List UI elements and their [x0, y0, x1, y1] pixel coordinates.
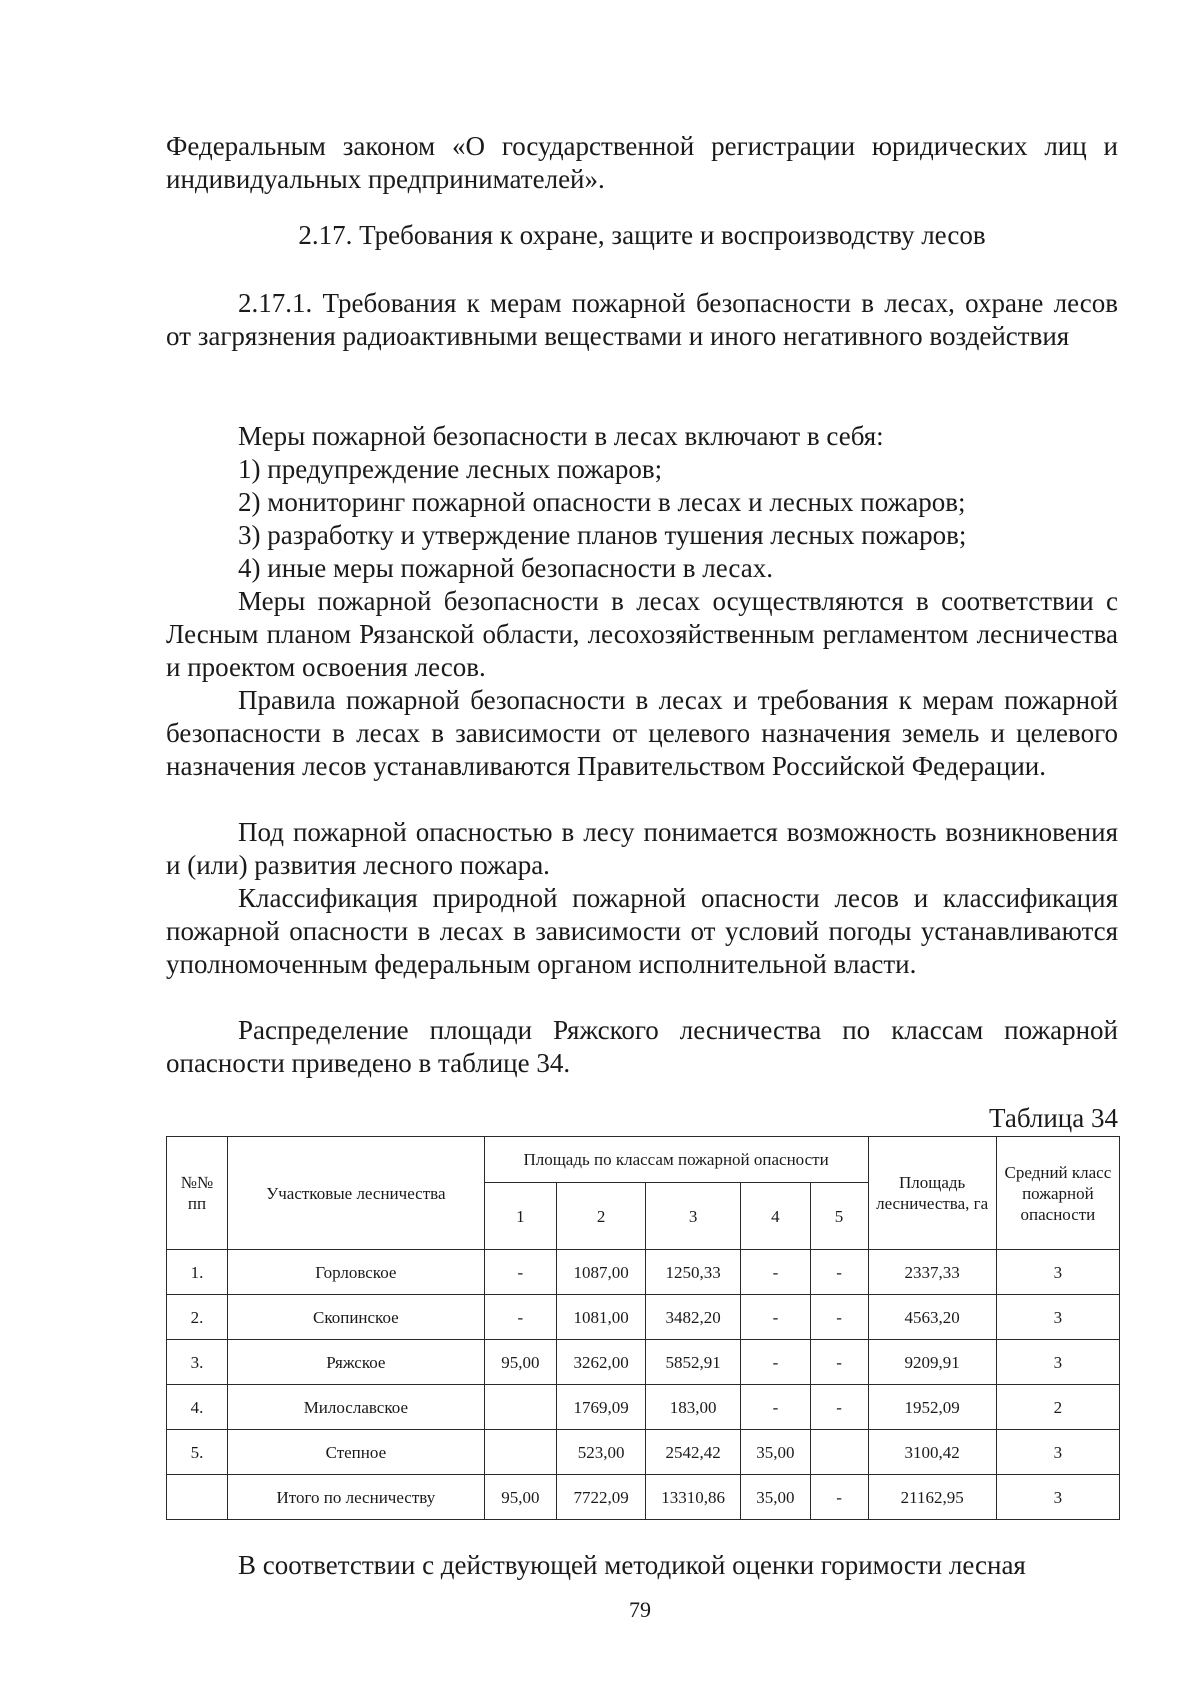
list-item: 4) иные меры пожарной безопасности в лесах.: [238, 553, 773, 583]
cell-forestry: Степное: [228, 1430, 485, 1475]
cell-number: 3.: [167, 1340, 228, 1385]
section-heading: 2.17. Требования к охране, защите и воспроизводству лесов: [298, 220, 986, 250]
header-classes-group: Площадь по классам пожарной опасности: [484, 1137, 868, 1183]
cell-number: 5.: [167, 1430, 228, 1475]
cell-class-3: 183,00: [646, 1385, 741, 1430]
cell-avg-class: 3: [996, 1295, 1119, 1340]
cell-class-4: -: [741, 1250, 810, 1295]
cell-class-1: 95,00: [484, 1475, 556, 1520]
header-class-3: 3: [646, 1183, 741, 1250]
cell-class-2: 7722,09: [557, 1475, 646, 1520]
body-paragraph: Правила пожарной безопасности в лесах и требования к мерам пожарной безопасности в лесах в зависимости от целевого назначения земель и целевого назначения лесов устанавливаются Правительством Российской Федерации.: [166, 685, 1118, 781]
cell-avg-class: 3: [996, 1475, 1119, 1520]
cell-number: [167, 1475, 228, 1520]
header-class-2: 2: [557, 1183, 646, 1250]
cell-class-5: -: [810, 1295, 868, 1340]
cell-avg-class: 3: [996, 1430, 1119, 1475]
table-total-row: [167, 1475, 1120, 1520]
table-row: [167, 1295, 1120, 1340]
list-item: 3) разработку и утверждение планов тушения лесных пожаров;: [238, 520, 967, 550]
cell-number: 4.: [167, 1385, 228, 1430]
body-paragraph: Меры пожарной безопасности в лесах осуществляются в соответствии с Лесным планом Рязанской области, лесохозяйственным регламентом лесничества и проектом освоения лесов.: [166, 586, 1118, 682]
cell-class-5: -: [810, 1340, 868, 1385]
cell-class-3: 13310,86: [646, 1475, 741, 1520]
list-item: 2) мониторинг пожарной опасности в лесах и лесных пожаров;: [238, 487, 966, 517]
cell-number: 2.: [167, 1295, 228, 1340]
measures-intro: Меры пожарной безопасности в лесах включают в себя:: [238, 421, 884, 451]
intro-paragraph: Федеральным законом «О государственной регистрации юридических лиц и индивидуальных предпринимателей».: [166, 131, 1118, 194]
table-row: [167, 1250, 1120, 1295]
subsection-heading: 2.17.1. Требования к мерам пожарной безопасности в лесах, охране лесов от загрязнения радиоактивными веществами и иного негативного воздействия: [166, 288, 1118, 351]
header-forestry: Участковые лесничества: [228, 1137, 485, 1250]
cell-class-4: -: [741, 1295, 810, 1340]
cell-area: 3100,42: [868, 1430, 996, 1475]
cell-forestry: Скопинское: [228, 1295, 485, 1340]
cell-avg-class: 3: [996, 1340, 1119, 1385]
header-class-5: 5: [810, 1183, 868, 1250]
cell-class-4: -: [741, 1385, 810, 1430]
cell-area: 9209,91: [868, 1340, 996, 1385]
cell-class-3: 2542,42: [646, 1430, 741, 1475]
closing-paragraph: В соответствии с действующей методикой оценки горимости лесная: [238, 1550, 1026, 1580]
header-class-4: 4: [741, 1183, 810, 1250]
header-avg-class: Средний класс пожарной опасности: [996, 1137, 1119, 1250]
cell-class-5: -: [810, 1475, 868, 1520]
header-class-1: 1: [484, 1183, 556, 1250]
body-paragraph: Распределение площади Ряжского лесничества по классам пожарной опасности приведено в таблице 34.: [166, 1015, 1118, 1078]
cell-class-5: -: [810, 1250, 868, 1295]
cell-class-1: [484, 1430, 556, 1475]
header-number: №№ пп: [167, 1137, 228, 1250]
body-paragraph: Классификация природной пожарной опасности лесов и классификация пожарной опасности в лесах в зависимости от условий погоды устанавливаются уполномоченным федеральным органом исполнительной власти.: [166, 883, 1118, 979]
cell-class-3: 5852,91: [646, 1340, 741, 1385]
cell-class-3: 3482,20: [646, 1295, 741, 1340]
cell-class-3: 1250,33: [646, 1250, 741, 1295]
cell-area: 4563,20: [868, 1295, 996, 1340]
cell-class-1: [484, 1385, 556, 1430]
cell-avg-class: 2: [996, 1385, 1119, 1430]
cell-forestry: Милославское: [228, 1385, 485, 1430]
list-item: 1) предупреждение лесных пожаров;: [238, 454, 663, 484]
cell-number: 1.: [167, 1250, 228, 1295]
cell-forestry: Ряжское: [228, 1340, 485, 1385]
cell-class-1: -: [484, 1295, 556, 1340]
table-row: [167, 1385, 1120, 1430]
cell-class-5: -: [810, 1385, 868, 1430]
cell-class-2: 1769,09: [557, 1385, 646, 1430]
cell-area: 21162,95: [868, 1475, 996, 1520]
cell-forestry: Итого по лесничеству: [228, 1475, 485, 1520]
cell-area: 2337,33: [868, 1250, 996, 1295]
cell-class-5: [810, 1430, 868, 1475]
page-number: 79: [629, 1597, 651, 1622]
cell-class-2: 523,00: [557, 1430, 646, 1475]
cell-class-4: 35,00: [741, 1430, 810, 1475]
cell-class-4: 35,00: [741, 1475, 810, 1520]
cell-area: 1952,09: [868, 1385, 996, 1430]
table-row: [167, 1430, 1120, 1475]
header-area: Площадь лесничества, га: [868, 1137, 996, 1250]
cell-class-1: 95,00: [484, 1340, 556, 1385]
cell-class-1: -: [484, 1250, 556, 1295]
table-row: [167, 1340, 1120, 1385]
table-caption: Таблица 34: [989, 1103, 1118, 1133]
cell-class-2: 3262,00: [557, 1340, 646, 1385]
cell-class-4: -: [741, 1340, 810, 1385]
cell-class-2: 1081,00: [557, 1295, 646, 1340]
cell-avg-class: 3: [996, 1250, 1119, 1295]
fire-danger-table: [166, 1136, 1120, 1520]
cell-forestry: Горловское: [228, 1250, 485, 1295]
cell-class-2: 1087,00: [557, 1250, 646, 1295]
body-paragraph: Под пожарной опасностью в лесу понимается возможность возникновения и (или) развития лесного пожара.: [166, 817, 1118, 880]
